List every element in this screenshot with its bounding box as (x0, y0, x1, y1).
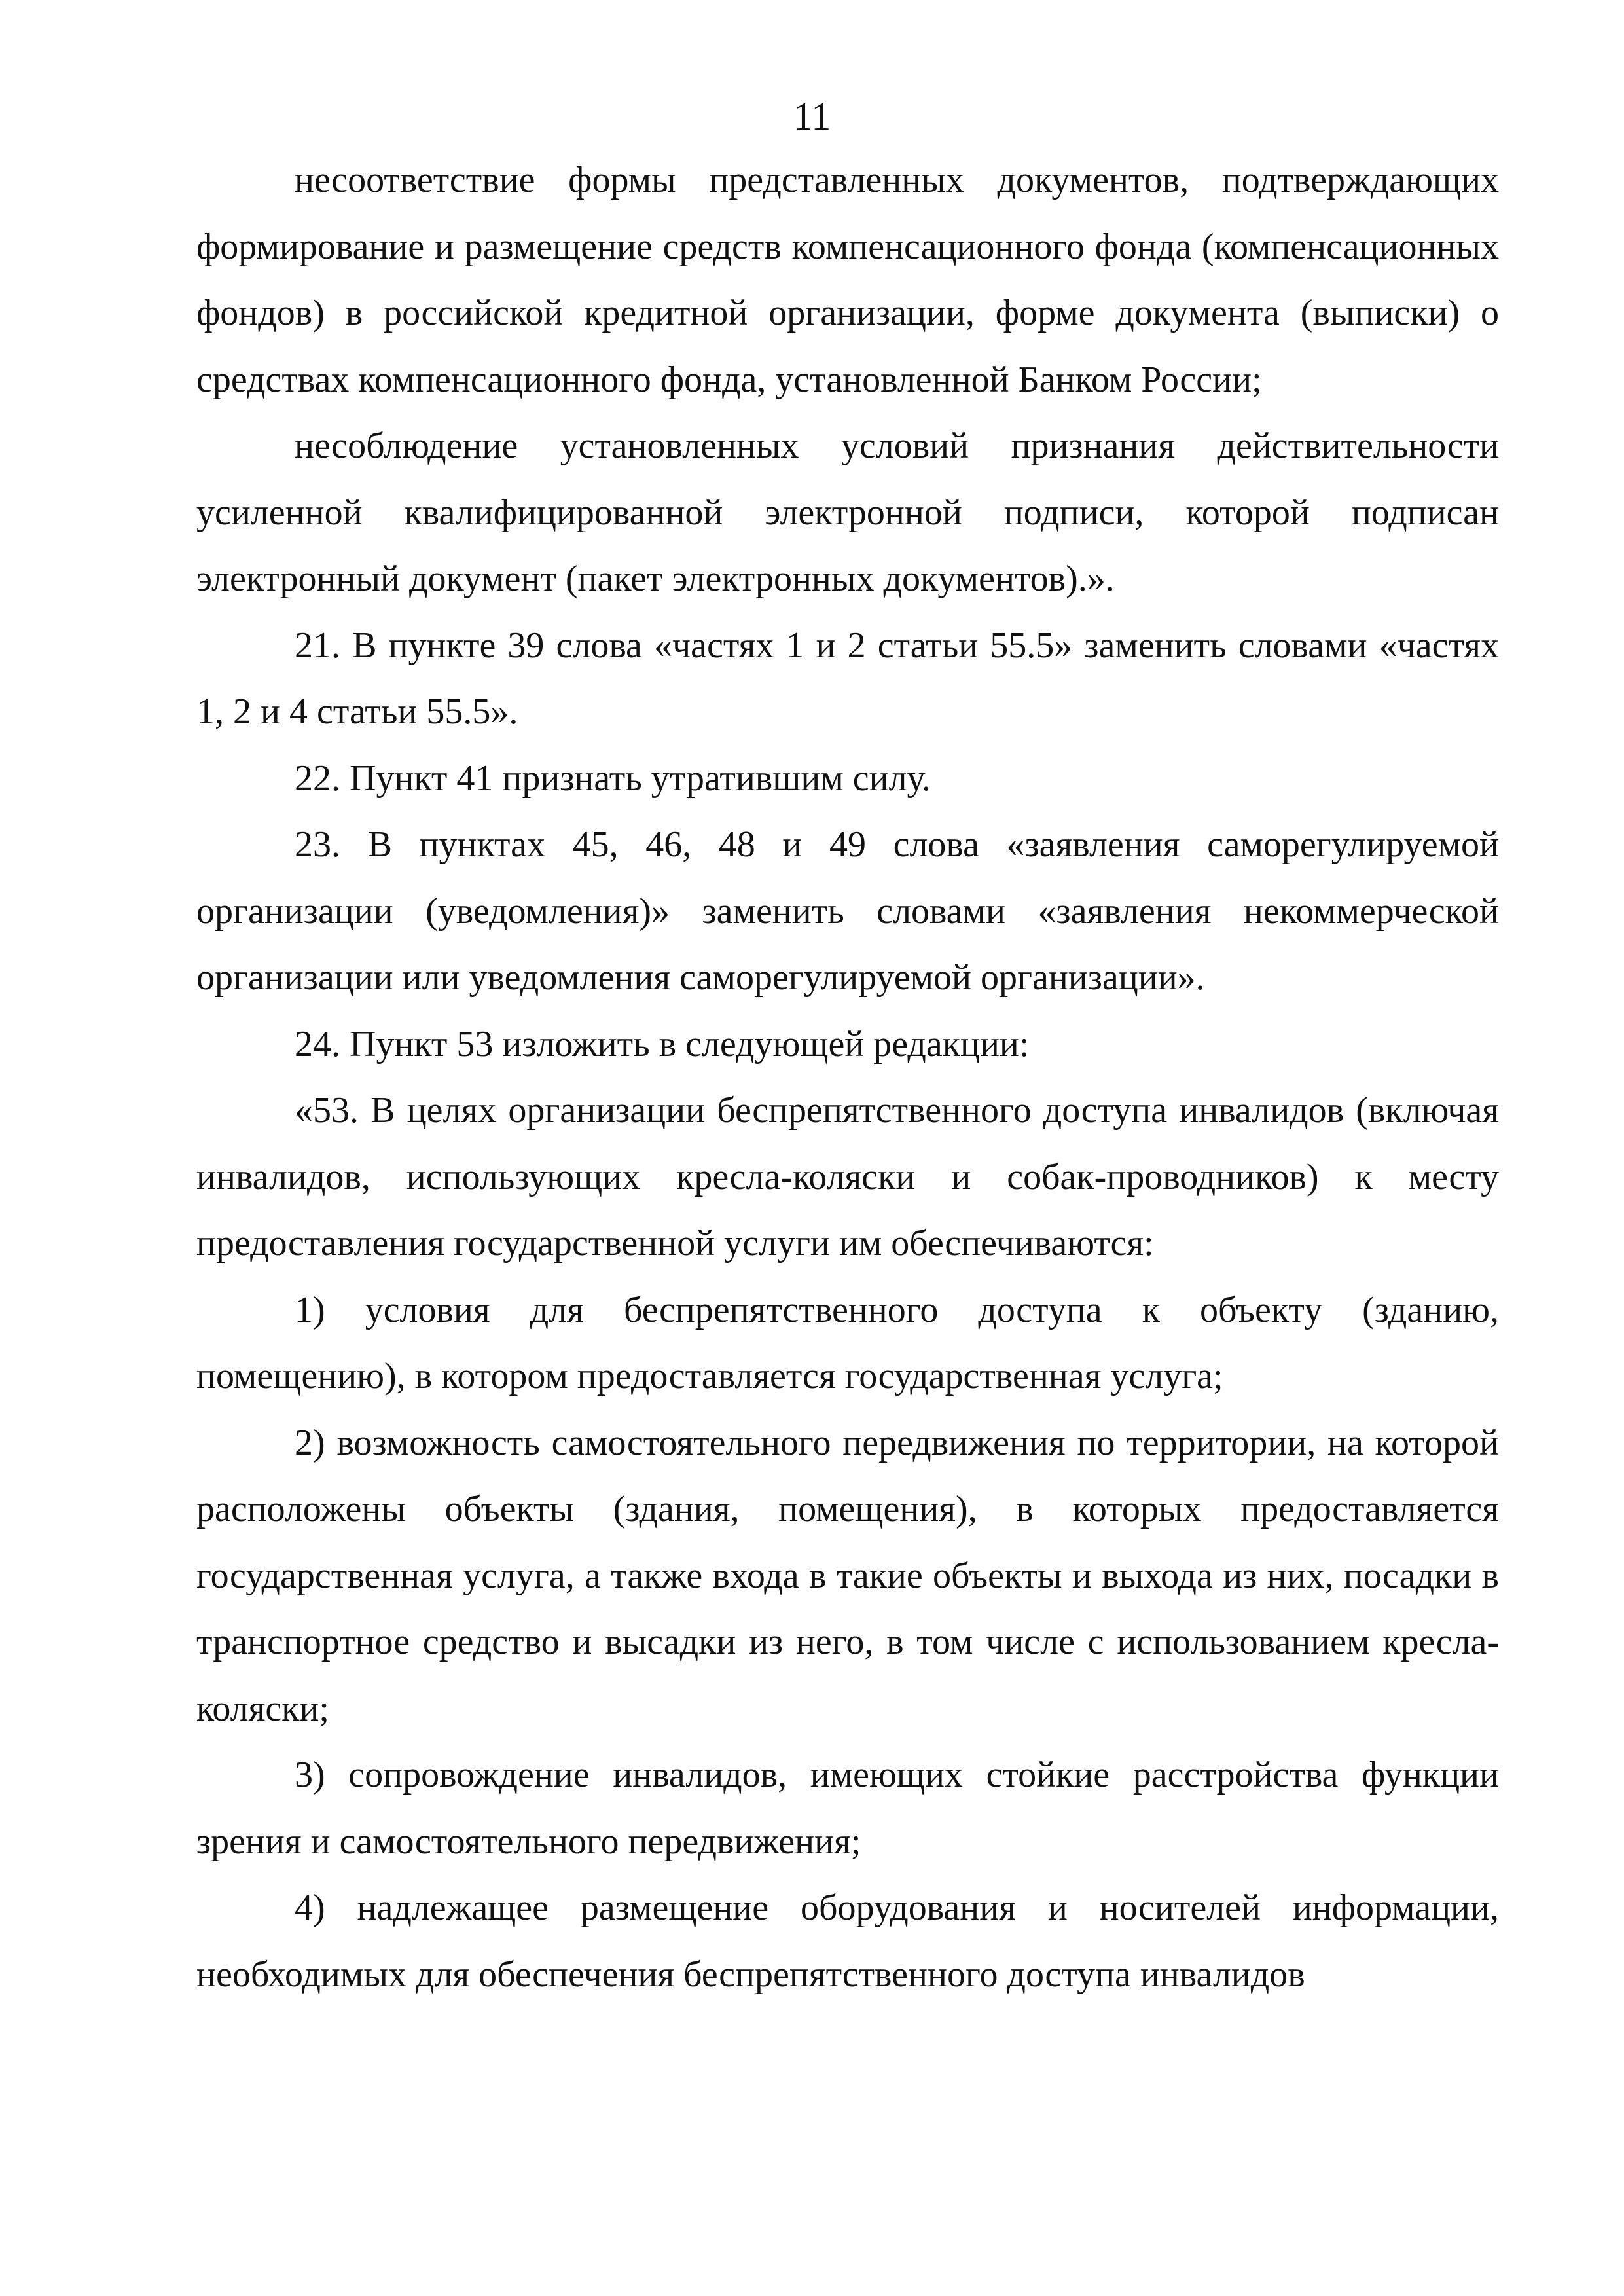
paragraph-item-21: 21. В пункте 39 слова «частях 1 и 2 статьи 55.5» заменить словами «частях 1, 2 и 4 статьи 55.5». (196, 625, 1499, 732)
paragraph-signature-noncompliance: несоблюдение установленных условий признания действительности усиленной квалифицированной электронной подписи, которой подписан электронный документ (пакет электронных документов).». (196, 426, 1499, 599)
paragraph-item-22: 22. Пункт 41 признать утратившим силу. (295, 757, 931, 799)
paragraph-item-23: 23. В пунктах 45, 46, 48 и 49 слова «заявления саморегулируемой организации (уведомления)» заменить словами «заявления некоммерческой организации или уведомления саморегулируемой организации». (196, 824, 1499, 998)
paragraph-item-24: 24. Пункт 53 изложить в следующей редакции: (295, 1023, 1030, 1065)
paragraph-subitem-3: 3) сопровождение инвалидов, имеющих стойкие расстройства функции зрения и самостоятельного передвижения; (196, 1755, 1499, 1862)
paragraph-item-53: «53. В целях организации беспрепятственного доступа инвалидов (включая инвалидов, использующих кресла-коляски и собак-проводников) к месту предоставления государственной услуги им обеспечиваются: (196, 1090, 1499, 1264)
document-body (196, 147, 1499, 2008)
paragraph-subitem-4: 4) надлежащее размещение оборудования и носителей информации, необходимых для обеспечения беспрепятственного доступа инвалидов (196, 1887, 1499, 1995)
page-number: 11 (793, 95, 831, 138)
paragraph-subitem-2: 2) возможность самостоятельного передвижения по территории, на которой расположены объекты (здания, помещения), в которых предоставляется государственная услуга, а также входа в такие объекты и выхода из них, посадки в транспортное средство и высадки из него, в том числе с использованием кресла-коляски; (196, 1422, 1499, 1729)
paragraph-form-mismatch: несоответствие формы представленных документов, подтверждающих формирование и размещение средств компенсационного фонда (компенсационных фондов) в российской кредитной организации, форме документа (выписки) о средствах компенсационного фонда, установленной Банком России; (196, 160, 1499, 400)
paragraph-subitem-1: 1) условия для беспрепятственного доступа к объекту (зданию, помещению), в котором предоставляется государственная услуга; (196, 1289, 1499, 1396)
